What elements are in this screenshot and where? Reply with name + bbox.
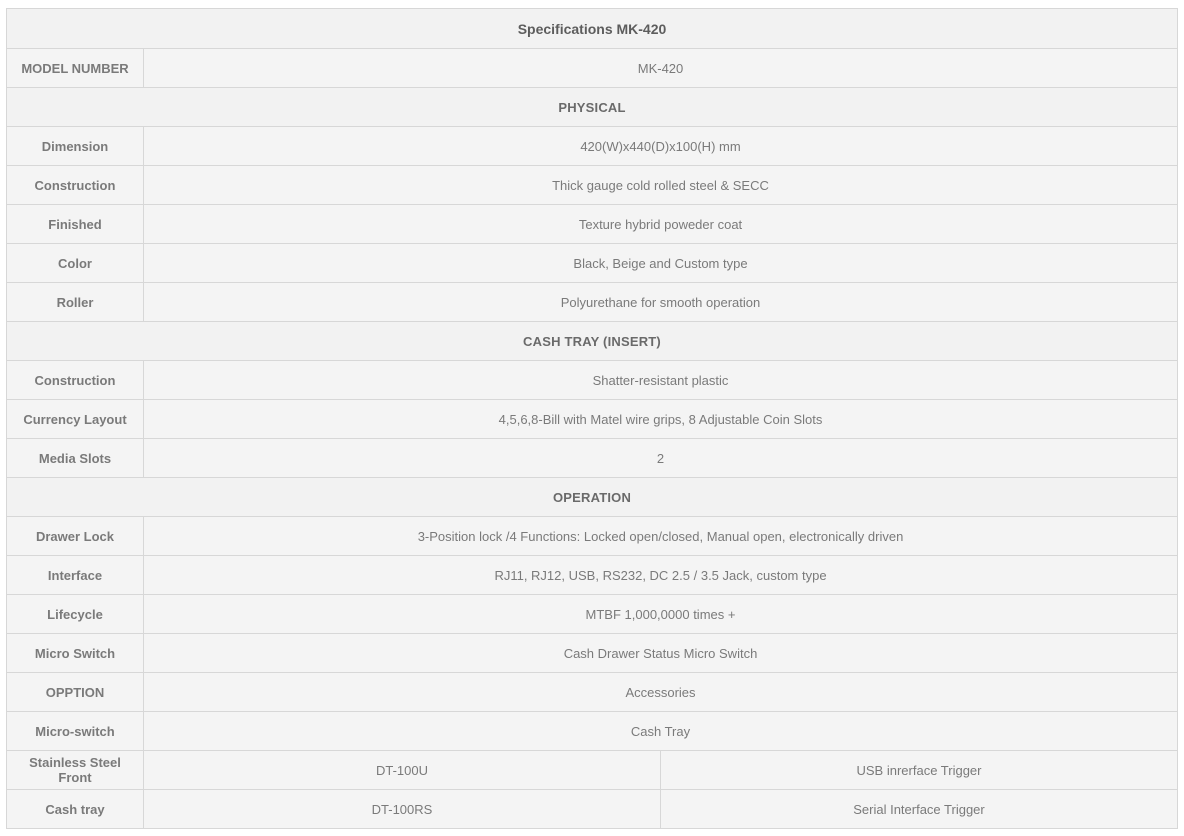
table-row: [7, 166, 1178, 205]
table-row: [7, 673, 1178, 712]
row-label: Drawer Lock: [7, 517, 144, 556]
row-value: MK-420: [144, 49, 1178, 88]
row-value-left: DT-100RS: [144, 790, 661, 829]
row-value-right: USB inrerface Trigger: [661, 751, 1178, 790]
specifications-table-body: [7, 9, 1178, 829]
row-value: MTBF 1,000,0000 times +: [144, 595, 1178, 634]
row-value: Black, Beige and Custom type: [144, 244, 1178, 283]
row-value-left: DT-100U: [144, 751, 661, 790]
row-label: Micro-switch: [7, 712, 144, 751]
section-header-row: [7, 322, 1178, 361]
row-label: Construction: [7, 361, 144, 400]
section-header-label: OPERATION: [7, 478, 1178, 517]
table-row: [7, 205, 1178, 244]
row-value: Polyurethane for smooth operation: [144, 283, 1178, 322]
section-header-label: PHYSICAL: [7, 88, 1178, 127]
row-value: Shatter-resistant plastic: [144, 361, 1178, 400]
table-row: [7, 595, 1178, 634]
row-label: Micro Switch: [7, 634, 144, 673]
table-row: [7, 556, 1178, 595]
row-label: Dimension: [7, 127, 144, 166]
row-label: Stainless Steel Front: [7, 751, 144, 790]
table-title-row: [7, 9, 1178, 49]
row-label: MODEL NUMBER: [7, 49, 144, 88]
row-label: Media Slots: [7, 439, 144, 478]
row-value: RJ11, RJ12, USB, RS232, DC 2.5 / 3.5 Jack, custom type: [144, 556, 1178, 595]
table-row: [7, 283, 1178, 322]
section-header-row: [7, 478, 1178, 517]
row-label: Cash tray: [7, 790, 144, 829]
page-title: Specifications MK-420: [7, 9, 1178, 49]
section-header-row: [7, 88, 1178, 127]
row-label: Construction: [7, 166, 144, 205]
row-label: Finished: [7, 205, 144, 244]
row-label: Currency Layout: [7, 400, 144, 439]
row-label: Color: [7, 244, 144, 283]
row-value: Texture hybrid poweder coat: [144, 205, 1178, 244]
table-row: [7, 634, 1178, 673]
row-label: OPPTION: [7, 673, 144, 712]
table-row: [7, 439, 1178, 478]
row-label: Lifecycle: [7, 595, 144, 634]
row-value: 4,5,6,8-Bill with Matel wire grips, 8 Adjustable Coin Slots: [144, 400, 1178, 439]
table-row: [7, 751, 1178, 790]
row-value: 420(W)x440(D)x100(H) mm: [144, 127, 1178, 166]
row-label: Roller: [7, 283, 144, 322]
row-value: Cash Drawer Status Micro Switch: [144, 634, 1178, 673]
row-value: Cash Tray: [144, 712, 1178, 751]
section-header-label: CASH TRAY (INSERT): [7, 322, 1178, 361]
row-value: Thick gauge cold rolled steel & SECC: [144, 166, 1178, 205]
table-row: [7, 400, 1178, 439]
row-label: Interface: [7, 556, 144, 595]
row-value: 3-Position lock /4 Functions: Locked open/closed, Manual open, electronically driven: [144, 517, 1178, 556]
table-row: [7, 790, 1178, 829]
table-row: [7, 127, 1178, 166]
row-value-right: Serial Interface Trigger: [661, 790, 1178, 829]
table-row: [7, 361, 1178, 400]
row-value: 2: [144, 439, 1178, 478]
specifications-table: [6, 8, 1178, 829]
row-value: Accessories: [144, 673, 1178, 712]
table-row: [7, 49, 1178, 88]
table-row: [7, 517, 1178, 556]
table-row: [7, 244, 1178, 283]
table-row: [7, 712, 1178, 751]
